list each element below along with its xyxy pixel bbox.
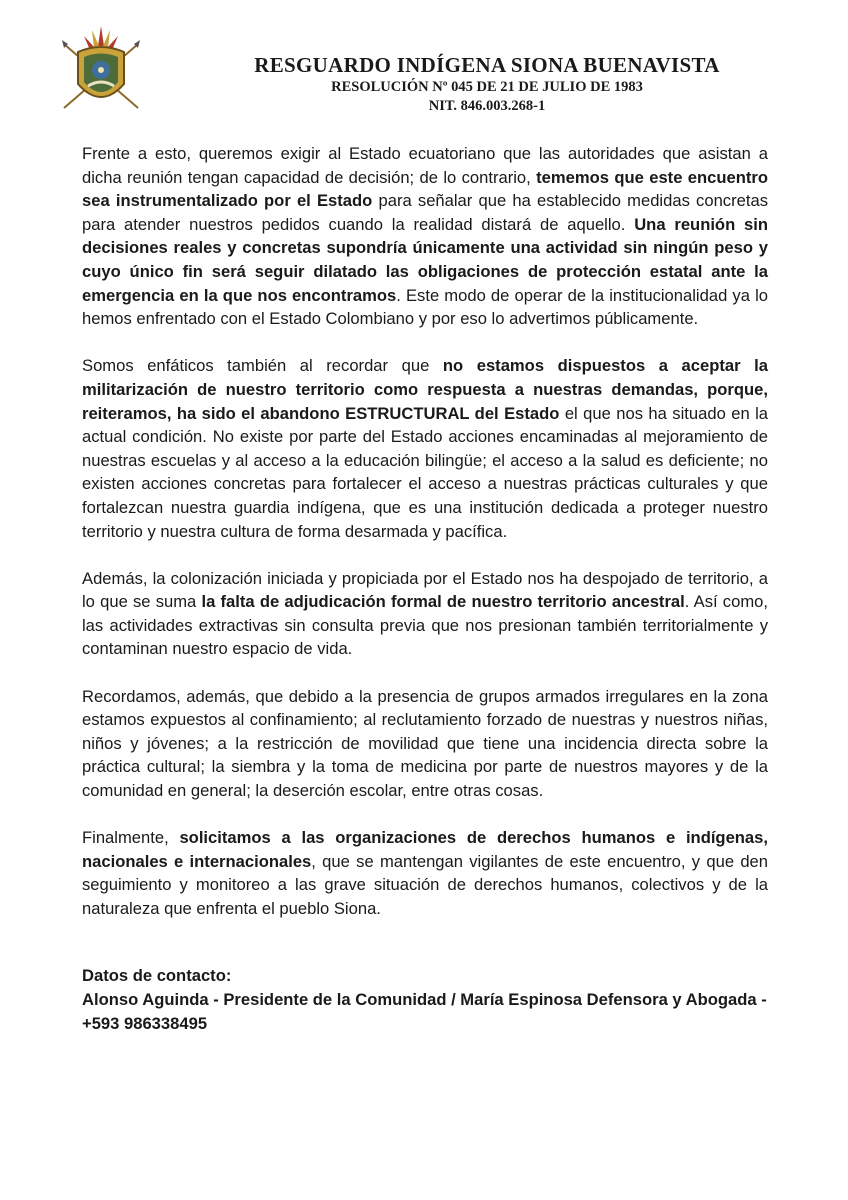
paragraph-text: Recordamos, además, que debido a la presencia de grupos armados irregulares en la zona estamos expuestos al confinamiento; al reclutamiento forzado de nuestras y nuestros niñas, niños y jóvenes; a la restricción de movilidad que tiene una incidencia directa sobre la práctica cultural; la siembra y la toma de medicina por parte de nuestros mayores y de la comunidad en general; la deserción escolar, entre otras cosas. xyxy=(82,686,768,801)
body-paragraph xyxy=(82,142,768,331)
paragraph-text: Somos enfáticos también al recordar que xyxy=(82,356,443,376)
resolution-line: RESOLUCIÓN Nº 045 DE 21 DE JULIO DE 1983 xyxy=(331,79,643,95)
paragraph-text: Además, la colonización iniciada y propiciada por el Estado nos ha despojado de territorio, a lo que se suma xyxy=(82,568,768,612)
emphasized-text: no estamos dispuestos a aceptar la militarización de nuestro territorio como respuesta a nuestras demandas, porque, reiteramos, ha sido el abandono ESTRUCTURAL del Estado xyxy=(82,356,768,423)
body-paragraph xyxy=(82,567,768,661)
organization-title: RESGUARDO INDÍGENA SIONA BUENAVISTA xyxy=(254,53,720,77)
document-header xyxy=(150,52,788,116)
contact-block xyxy=(82,964,782,1036)
contact-line-1: Alonso Aguinda - Presidente de la Comunidad / María Espinosa Defensora y Abogada - xyxy=(82,990,767,1009)
paragraph-text: . Este modo de operar de la institucionalidad ya lo hemos enfrentado con el Estado Colombiano y por eso lo advertimos públicamente. xyxy=(82,285,768,329)
community-seal-logo xyxy=(58,24,144,116)
contact-line-2: +593 986338495 xyxy=(82,1014,208,1033)
emphasized-text: Una reunión sin decisiones reales y concretas supondría únicamente una actividad sin ningún peso y cuyo único fin será seguir dilatado las obligaciones de protección estatal ante la emergencia en la que nos encontramos xyxy=(82,214,768,305)
nit-line: NIT. 846.003.268-1 xyxy=(428,98,546,114)
paragraph-text: , que se mantengan vigilantes de este encuentro, y que den seguimiento y monitoreo a las grave situación de derechos humanos, colectivos y de la naturaleza que enfrenta el pueblo Siona. xyxy=(82,851,769,918)
body-paragraph xyxy=(82,685,768,803)
contact-heading: Datos de contacto: xyxy=(82,966,232,985)
document-body xyxy=(82,142,768,944)
emphasized-text: tememos que este encuentro sea instrumentalizado por el Estado xyxy=(82,167,768,211)
emphasized-text: solicitamos a las organizaciones de derechos humanos e indígenas, nacionales e internacionales xyxy=(82,828,769,871)
paragraph-text: . Así como, las actividades extractivas sin consulta previa que nos presionan también territorialmente y contaminan nuestro espacio de vida. xyxy=(82,592,768,659)
paragraph-text: Frente a esto, queremos exigir al Estado ecuatoriano que las autoridades que asistan a dicha reunión tengan capacidad de decisión; de lo contrario, xyxy=(82,144,768,187)
body-paragraph xyxy=(82,826,768,920)
paragraph-text: el que nos ha situado en la actual condición. No existe por parte del Estado acciones encaminadas al mejoramiento de nuestras escuelas y al acceso a la educación bilingüe; el acceso a la salud es deficiente; no existen acciones concretas para fortalecer el acceso a nuestras prácticas culturales y que fortalezcan nuestra guardia indígena, que es una institución dedicada a proteger nuestro territorio y nuestra cultura de forma desarmada y pacífica. xyxy=(82,403,768,541)
body-paragraph xyxy=(82,354,768,543)
emphasized-text: la falta de adjudicación formal de nuestro territorio ancestral xyxy=(201,592,685,612)
paragraph-text: para señalar que ha establecido medidas concretas para atender nuestros pedidos cuando la realidad distará de aquello. xyxy=(82,191,768,234)
paragraph-text: Finalmente, xyxy=(82,828,180,848)
